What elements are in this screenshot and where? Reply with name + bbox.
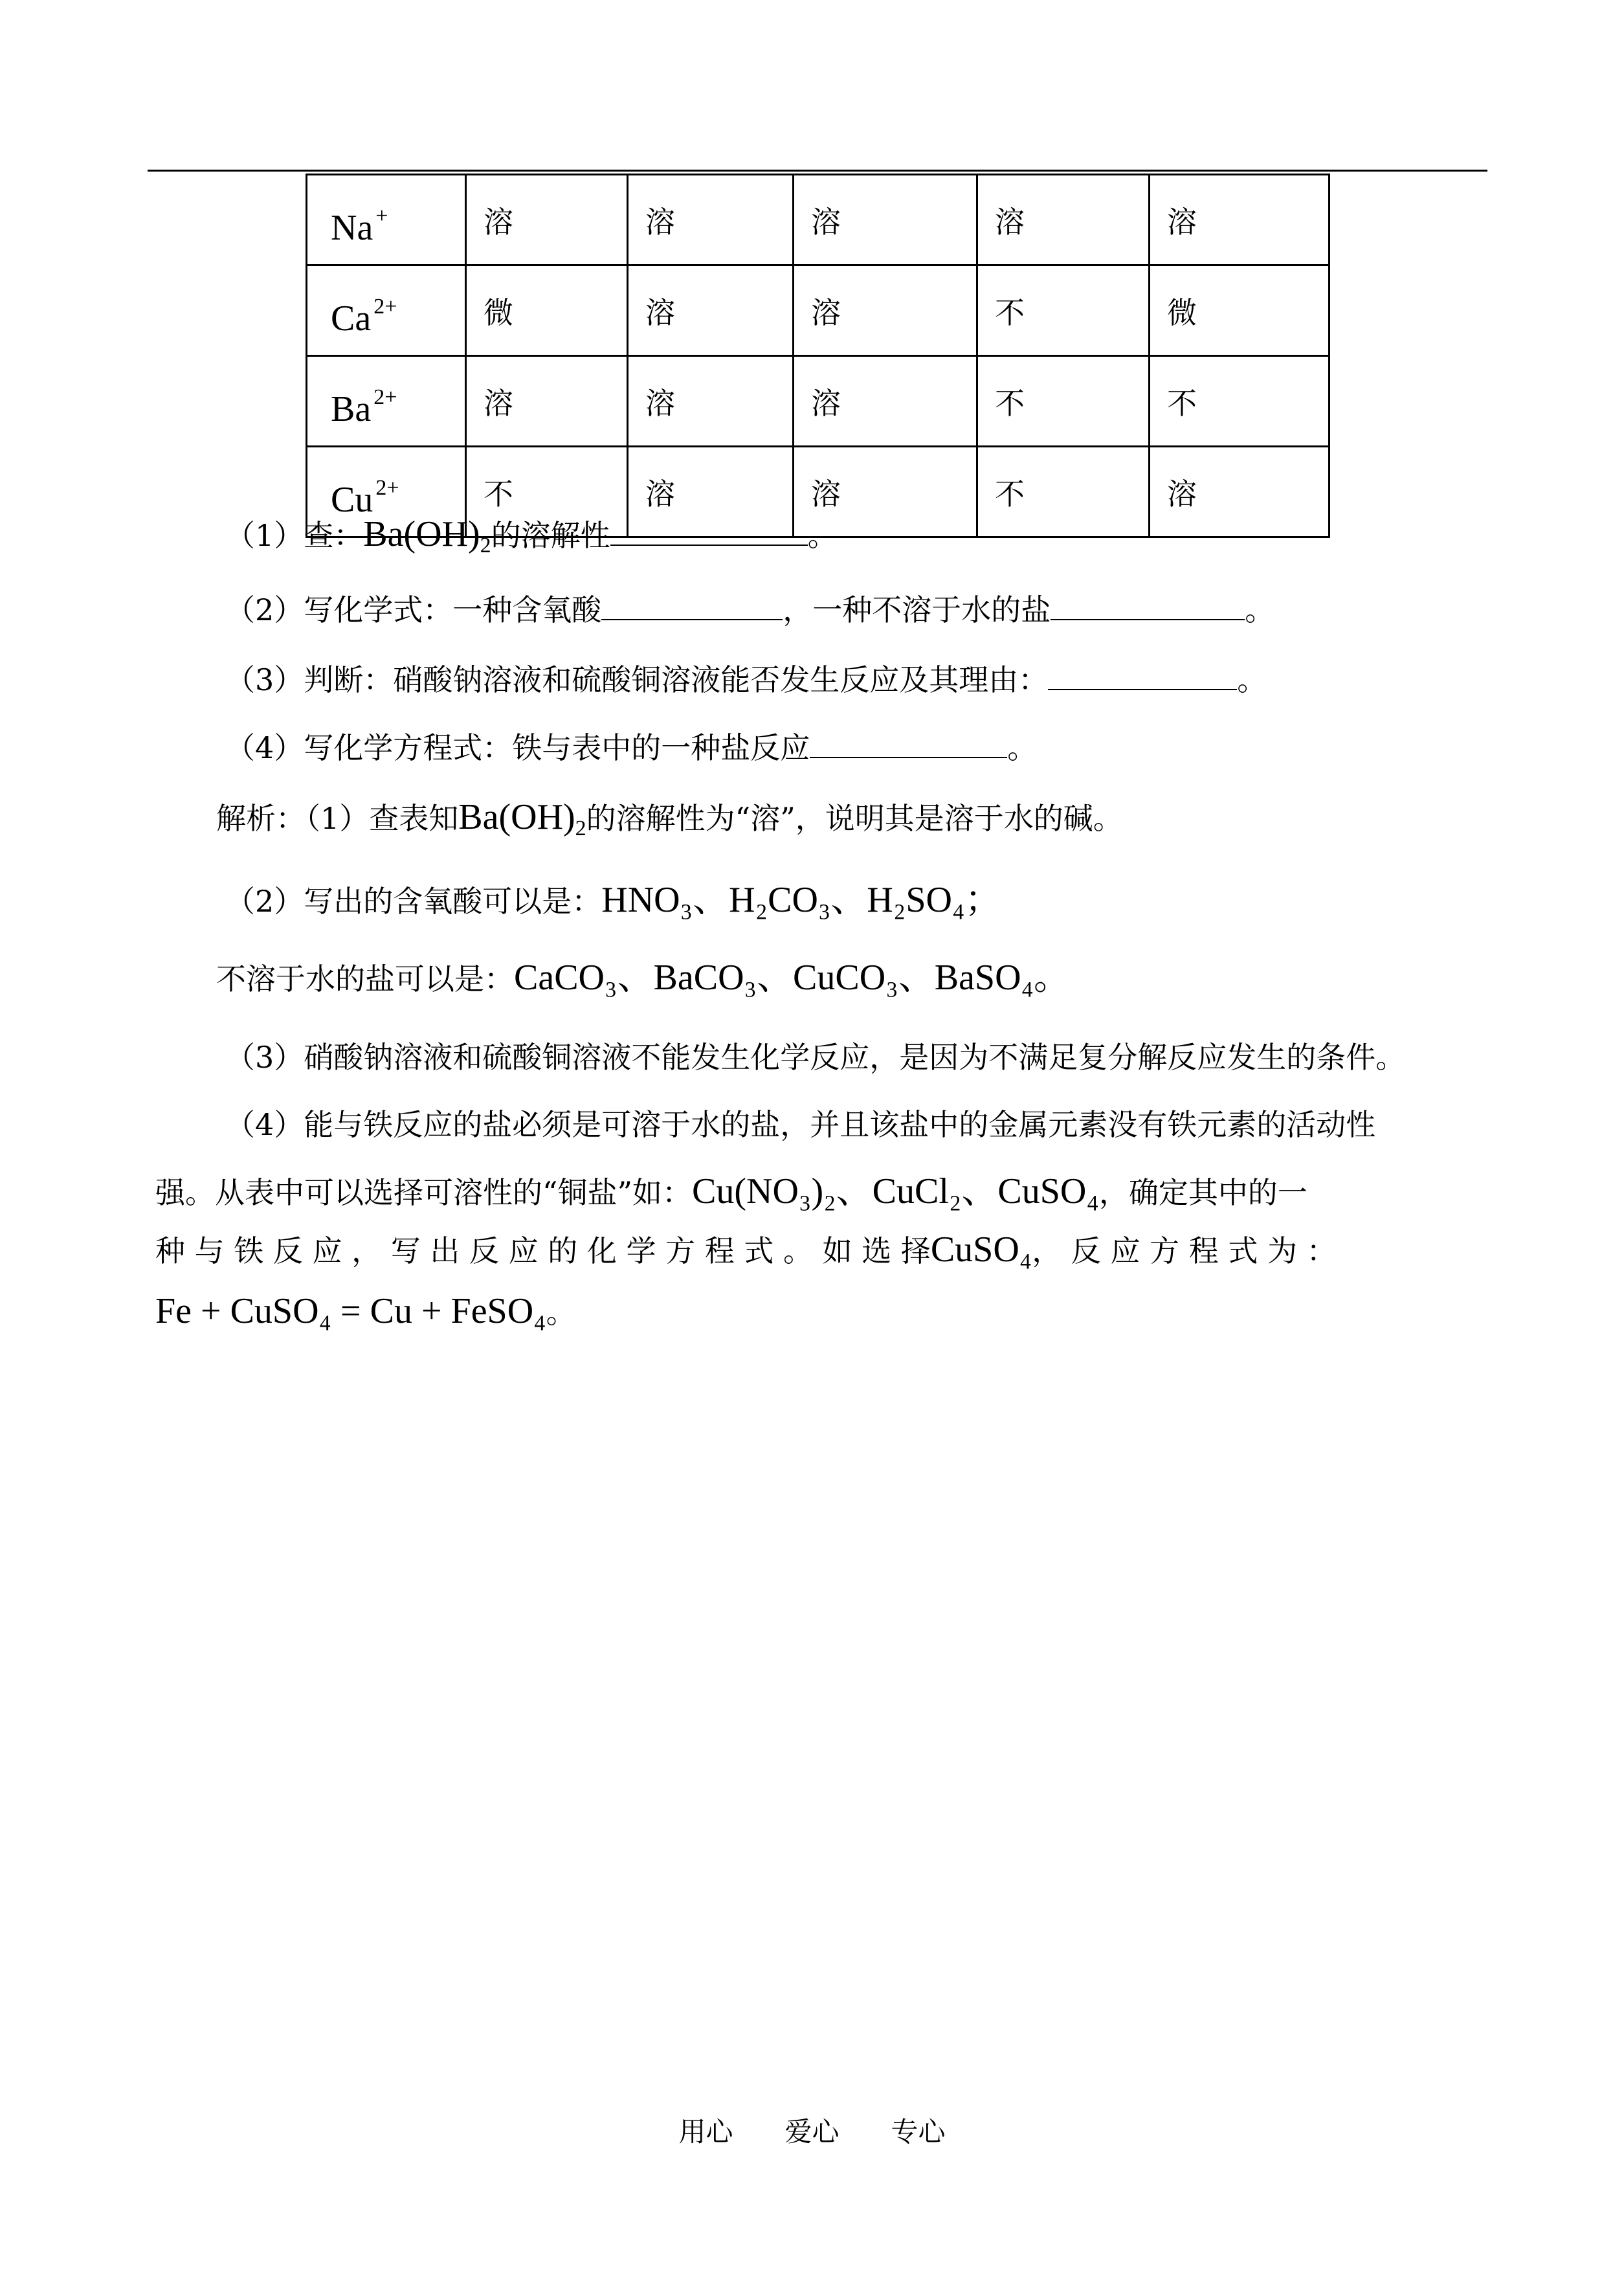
solubility-cell: 微 [1150,265,1329,356]
footer-text-3: 专心 [891,2116,946,2148]
table-row [307,265,1329,356]
solubility-cell: 溶 [794,447,977,537]
solubility-cell: 溶 [628,356,794,447]
solubility-cell: 不 [977,447,1150,537]
solubility-cell: 溶 [794,175,977,265]
answer-blank-1[interactable] [610,519,808,546]
solubility-cell: 溶 [1150,175,1329,265]
solubility-cell: 溶 [628,265,794,356]
analysis-2-acids: （2）写出的含氧酸可以是：HNO₃、H₂CO₃、H₂SO₄； [225,880,1001,920]
solubility-cell: 溶 [977,175,1150,265]
analysis-4-line2: 强。从表中可以选择可溶性的“铜盐”如：Cu(NO₃)₂、CuCl₂、CuSO₄，确定其中的一 [155,1171,1307,1211]
ion-charge: + [375,204,388,228]
solubility-cell: 不 [977,265,1150,356]
solubility-cell: 溶 [628,447,794,537]
ion-charge: 2+ [373,295,397,319]
ion-cell [307,356,466,447]
solubility-cell: 不 [1150,356,1329,447]
solubility-cell: 溶 [466,175,628,265]
analysis-3: （3）硝酸钠溶液和硫酸铜溶液不能发生化学反应，是因为不满足复分解反应发生的条件。 [225,1040,1406,1075]
question-4: （4）写化学方程式：铁与表中的一种盐反应 。 [225,730,1038,765]
ion-cell [307,175,466,265]
analysis-4-line1: （4）能与铁反应的盐必须是可溶于水的盐，并且该盐中的金属元素没有铁元素的活动性 [225,1107,1376,1142]
solubility-cell: 不 [466,447,628,537]
table-row [307,175,1329,265]
ion-symbol: Cu [331,480,373,520]
ion-symbol: Ca [331,298,372,339]
answer-blank-4[interactable] [810,731,1007,758]
analysis-1: 解析：（1）查表知$Ba(OH)_2$的溶解性为“溶”，说明其是溶于水的碱。 [216,797,1123,840]
question-1: （1）查：$Ba(OH)_2$的溶解性 。 [225,514,838,557]
analysis-4-equation: Fe + CuSO₄ = Cu + FeSO₄。 [155,1291,576,1331]
ion-charge: 2+ [373,385,397,409]
solubility-cell: 溶 [628,175,794,265]
footer-text-2: 爱心 [784,2116,840,2148]
ion-symbol: Ba [331,389,372,429]
analysis-2-salts: 不溶于水的盐可以是：CaCO₃、BaCO₃、CuCO₃、BaSO₄。 [216,958,1071,998]
answer-blank-2b[interactable] [1051,593,1245,620]
solubility-cell: 溶 [466,356,628,447]
footer-text-1: 用心 [678,2116,733,2148]
table-row [307,356,1329,447]
analysis-4-line3: 种 与 铁 反 应 ， 写 出 反 应 的 化 学 方 程 式 。 如 选 择CuSO₄， 反 应 方 程 式 为 ： [155,1230,1337,1270]
answer-blank-3[interactable] [1048,663,1237,690]
solubility-cell: 不 [977,356,1150,447]
answer-blank-2a[interactable] [601,593,783,620]
question-3: （3）判断：硝酸钠溶液和硫酸铜溶液能否发生反应及其理由： 。 [225,662,1267,697]
solubility-cell: 溶 [794,356,977,447]
ion-cell [307,265,466,356]
header-rule [148,170,1487,172]
page-footer [0,2111,1624,2150]
solubility-cell: 溶 [1150,447,1329,537]
solubility-table [306,174,1330,538]
ion-symbol: Na [331,208,373,248]
solubility-cell: 微 [466,265,628,356]
question-2: （2）写化学式：一种含氧酸 ，一种不溶于水的盐 。 [225,592,1275,627]
ion-charge: 2+ [375,476,399,500]
solubility-cell: 溶 [794,265,977,356]
